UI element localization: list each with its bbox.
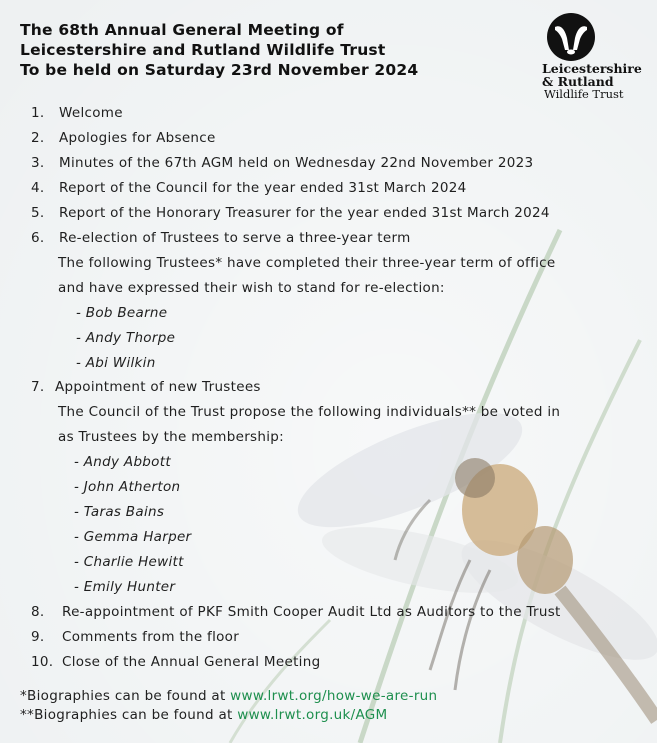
item-text: Comments from the floor <box>62 629 240 645</box>
item-text: Re-election of Trustees to serve a three-year term <box>59 230 411 246</box>
candidate-name: - Andy Abbott <box>74 454 171 470</box>
candidate-name: - Gemma Harper <box>74 529 192 545</box>
candidate-name: - John Atherton <box>74 479 181 495</box>
item-number: 1. <box>31 105 45 121</box>
candidate-name: - Charlie Hewitt <box>74 554 184 570</box>
agenda-item <box>31 378 261 396</box>
agenda-item <box>31 628 240 646</box>
title-line-2: Leicestershire and Rutland Wildlife Trust <box>20 41 386 59</box>
item-text: Welcome <box>59 105 123 121</box>
item-number: 9. <box>31 629 45 645</box>
item-note: and have expressed their wish to stand for re-election: <box>58 280 445 296</box>
item-number: 5. <box>31 205 45 221</box>
trustee-name: - Bob Bearne <box>76 305 168 321</box>
trustee-name: - Andy Thorpe <box>76 330 176 346</box>
item-number: 8. <box>31 604 45 620</box>
item-number: 7. <box>31 379 45 395</box>
footnote-text: *Biographies can be found at <box>20 688 231 704</box>
biographies-link-1[interactable]: www.lrwt.org/how-we-are-run <box>230 688 438 704</box>
biographies-link-2[interactable]: www.lrwt.org.uk/AGM <box>237 707 388 723</box>
item-text: Minutes of the 67th AGM held on Wednesday 22nd November 2023 <box>59 155 534 171</box>
agenda-item <box>31 179 467 197</box>
item-number: 3. <box>31 155 45 171</box>
item-text: Report of the Council for the year ended 31st March 2024 <box>59 180 467 196</box>
item-text: Appointment of new Trustees <box>55 379 261 395</box>
item-text: Apologies for Absence <box>59 130 216 146</box>
trustee-name: - Abi Wilkin <box>76 355 156 371</box>
item-text: Report of the Honorary Treasurer for the year ended 31st March 2024 <box>59 205 550 221</box>
agenda-item <box>31 104 123 122</box>
item-note: The following Trustees* have completed their three-year term of office <box>58 255 556 271</box>
candidate-name: - Taras Bains <box>74 504 165 520</box>
item-text: Re-appointment of PKF Smith Cooper Audit Ltd as Auditors to the Trust <box>62 604 561 620</box>
agenda-item <box>31 204 550 222</box>
item-number: 4. <box>31 180 45 196</box>
title-line-1: The 68th Annual General Meeting of <box>20 21 344 39</box>
logo-text-line-3: Wildlife Trust <box>544 87 624 101</box>
footnote-1 <box>20 687 437 705</box>
candidate-name: - Emily Hunter <box>74 579 176 595</box>
agenda-item <box>31 603 561 621</box>
footnote-text: **Biographies can be found at <box>20 707 238 723</box>
item-number: 6. <box>31 230 45 246</box>
agenda-item <box>31 653 321 671</box>
logo-text-line-2: & Rutland <box>542 74 614 89</box>
agenda-item <box>31 129 216 147</box>
item-number: 2. <box>31 130 45 146</box>
item-text: Close of the Annual General Meeting <box>62 654 321 670</box>
item-number: 10. <box>31 654 54 670</box>
agenda-item <box>31 229 411 247</box>
agenda-item <box>31 154 534 172</box>
item-note: as Trustees by the membership: <box>58 429 285 445</box>
logo-text-line-1: Leicestershire <box>542 61 642 76</box>
title-line-3: To be held on Saturday 23rd November 2024 <box>20 61 419 79</box>
item-note: The Council of the Trust propose the following individuals** be voted in <box>58 404 561 420</box>
footnote-2 <box>20 706 388 724</box>
